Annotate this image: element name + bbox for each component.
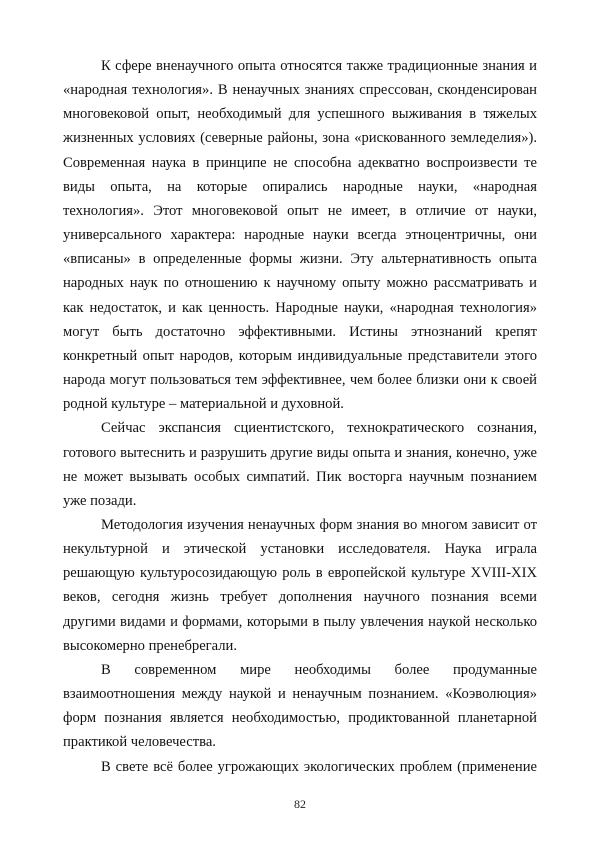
body-text bbox=[63, 54, 537, 779]
page-number: 82 bbox=[294, 797, 306, 811]
paragraph-2: Сейчас экспансия сциентистского, технократического сознания, готового вытеснить и разрушить другие виды опыта и знания, конечно, уже не может вызывать особых симпатий. Пик восторга научным познанием уже позади. bbox=[63, 420, 537, 509]
paragraph-5: В свете всё более угрожающих экологических проблем (применение bbox=[101, 758, 537, 775]
paragraph-3: Методология изучения ненаучных форм знания во многом зависит от некультурной и этической установки исследователя. Наука играла решающую культуросозидающую роль в европейской культуре XVIII-XIX веков, сегодня жизнь требует дополнения научного познания всеми другими видами и формами, которыми в пылу увлечения наукой несколько высокомерно пренебрегали. bbox=[63, 516, 537, 654]
paragraph-4: В современном мире необходимы более продуманные взаимоотношения между наукой и ненаучным познанием. «Коэволюция» форм познания является необходимостью, продиктованной планетарной практикой человечества. bbox=[63, 661, 537, 751]
paragraph-1: К сфере вненаучного опыта относятся также традиционные знания и «народная технология». В ненаучных знаниях спрессован, сконденсирован многовековой опыт, необходимый для успешного выживания в тяжелых жизненных условиях (северные районы, зона «рискованного земледелия»). Современная наука в принципе не способна адекватно воспроизвести те виды опыта, на которые опирались народные науки, «народная технология». Этот многовековой опыт не имеет, в отличие от науки, универсального характера: народные науки всегда этноцентричны, они «вписаны» в определенные формы жизни. Эту альтернативность опыта народных наук по отношению к научному опыту можно рассматривать и как недостаток, и как ценность. Народные науки, «народная технология» могут быть достаточно эффективными. Истины этнознаний крепят конкретный опыт народов, которым индивидуальные представители этого народа могут пользоваться тем эффективнее, чем более близки они к своей родной культуре – материальной и духовной. bbox=[63, 58, 537, 413]
